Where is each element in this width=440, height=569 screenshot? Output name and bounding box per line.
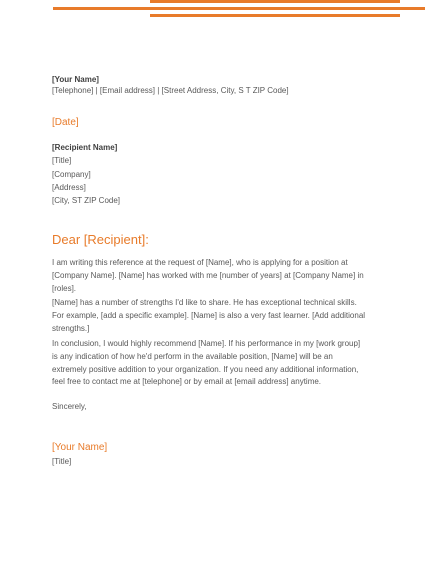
recipient-city: [City, ST ZIP Code] <box>52 196 121 206</box>
recipient-title: [Title] <box>52 156 72 166</box>
sender-contact: [Telephone] | [Email address] | [Street Address, City, S T ZIP Code] <box>52 86 289 95</box>
header-rule-bottom <box>150 14 400 17</box>
body-paragraph-3 <box>52 338 364 389</box>
salutation: Dear [Recipient]: <box>52 232 149 247</box>
letter-date: [Date] <box>52 117 79 128</box>
signature-name: [Your Name] <box>52 442 108 453</box>
header-rule-main <box>53 7 425 10</box>
paragraph-line: [Company Name]. [Name] has worked with me [number of years] at [Company Name] in <box>52 270 364 280</box>
paragraph-line: For example, [add a specific example]. [Name] is also a very fast learner. [Add additional <box>52 310 366 320</box>
paragraph-line: strengths.] <box>52 323 90 333</box>
body-paragraph-1 <box>52 257 364 295</box>
body-paragraph-2 <box>52 297 364 335</box>
paragraph-line: I am writing this reference at the request of [Name], who is applying for a position at <box>52 258 348 267</box>
paragraph-line: [roles]. <box>52 283 77 293</box>
closing: Sincerely, <box>52 402 87 411</box>
recipient-name: [Recipient Name] <box>52 143 118 152</box>
signature-title: [Title] <box>52 457 72 466</box>
header-rule-top <box>150 0 400 3</box>
paragraph-line: feel free to contact me at [telephone] or by email at [email address] anytime. <box>52 377 322 387</box>
paragraph-line: In conclusion, I would highly recommend [Name]. If his performance in my [work group] <box>52 339 361 348</box>
paragraph-line: extremely positive addition to your organization. If you need any additional information, <box>52 364 359 374</box>
paragraph-line: is any indication of how he'd perform in the available position, [Name] will be an <box>52 351 333 361</box>
recipient-company: [Company] <box>52 169 91 179</box>
recipient-address: [Address] <box>52 182 86 192</box>
sender-name: [Your Name] <box>52 75 99 84</box>
recipient-block <box>52 141 372 207</box>
paragraph-line: [Name] has a number of strengths I'd like to share. He has exceptional technical skills. <box>52 298 357 307</box>
